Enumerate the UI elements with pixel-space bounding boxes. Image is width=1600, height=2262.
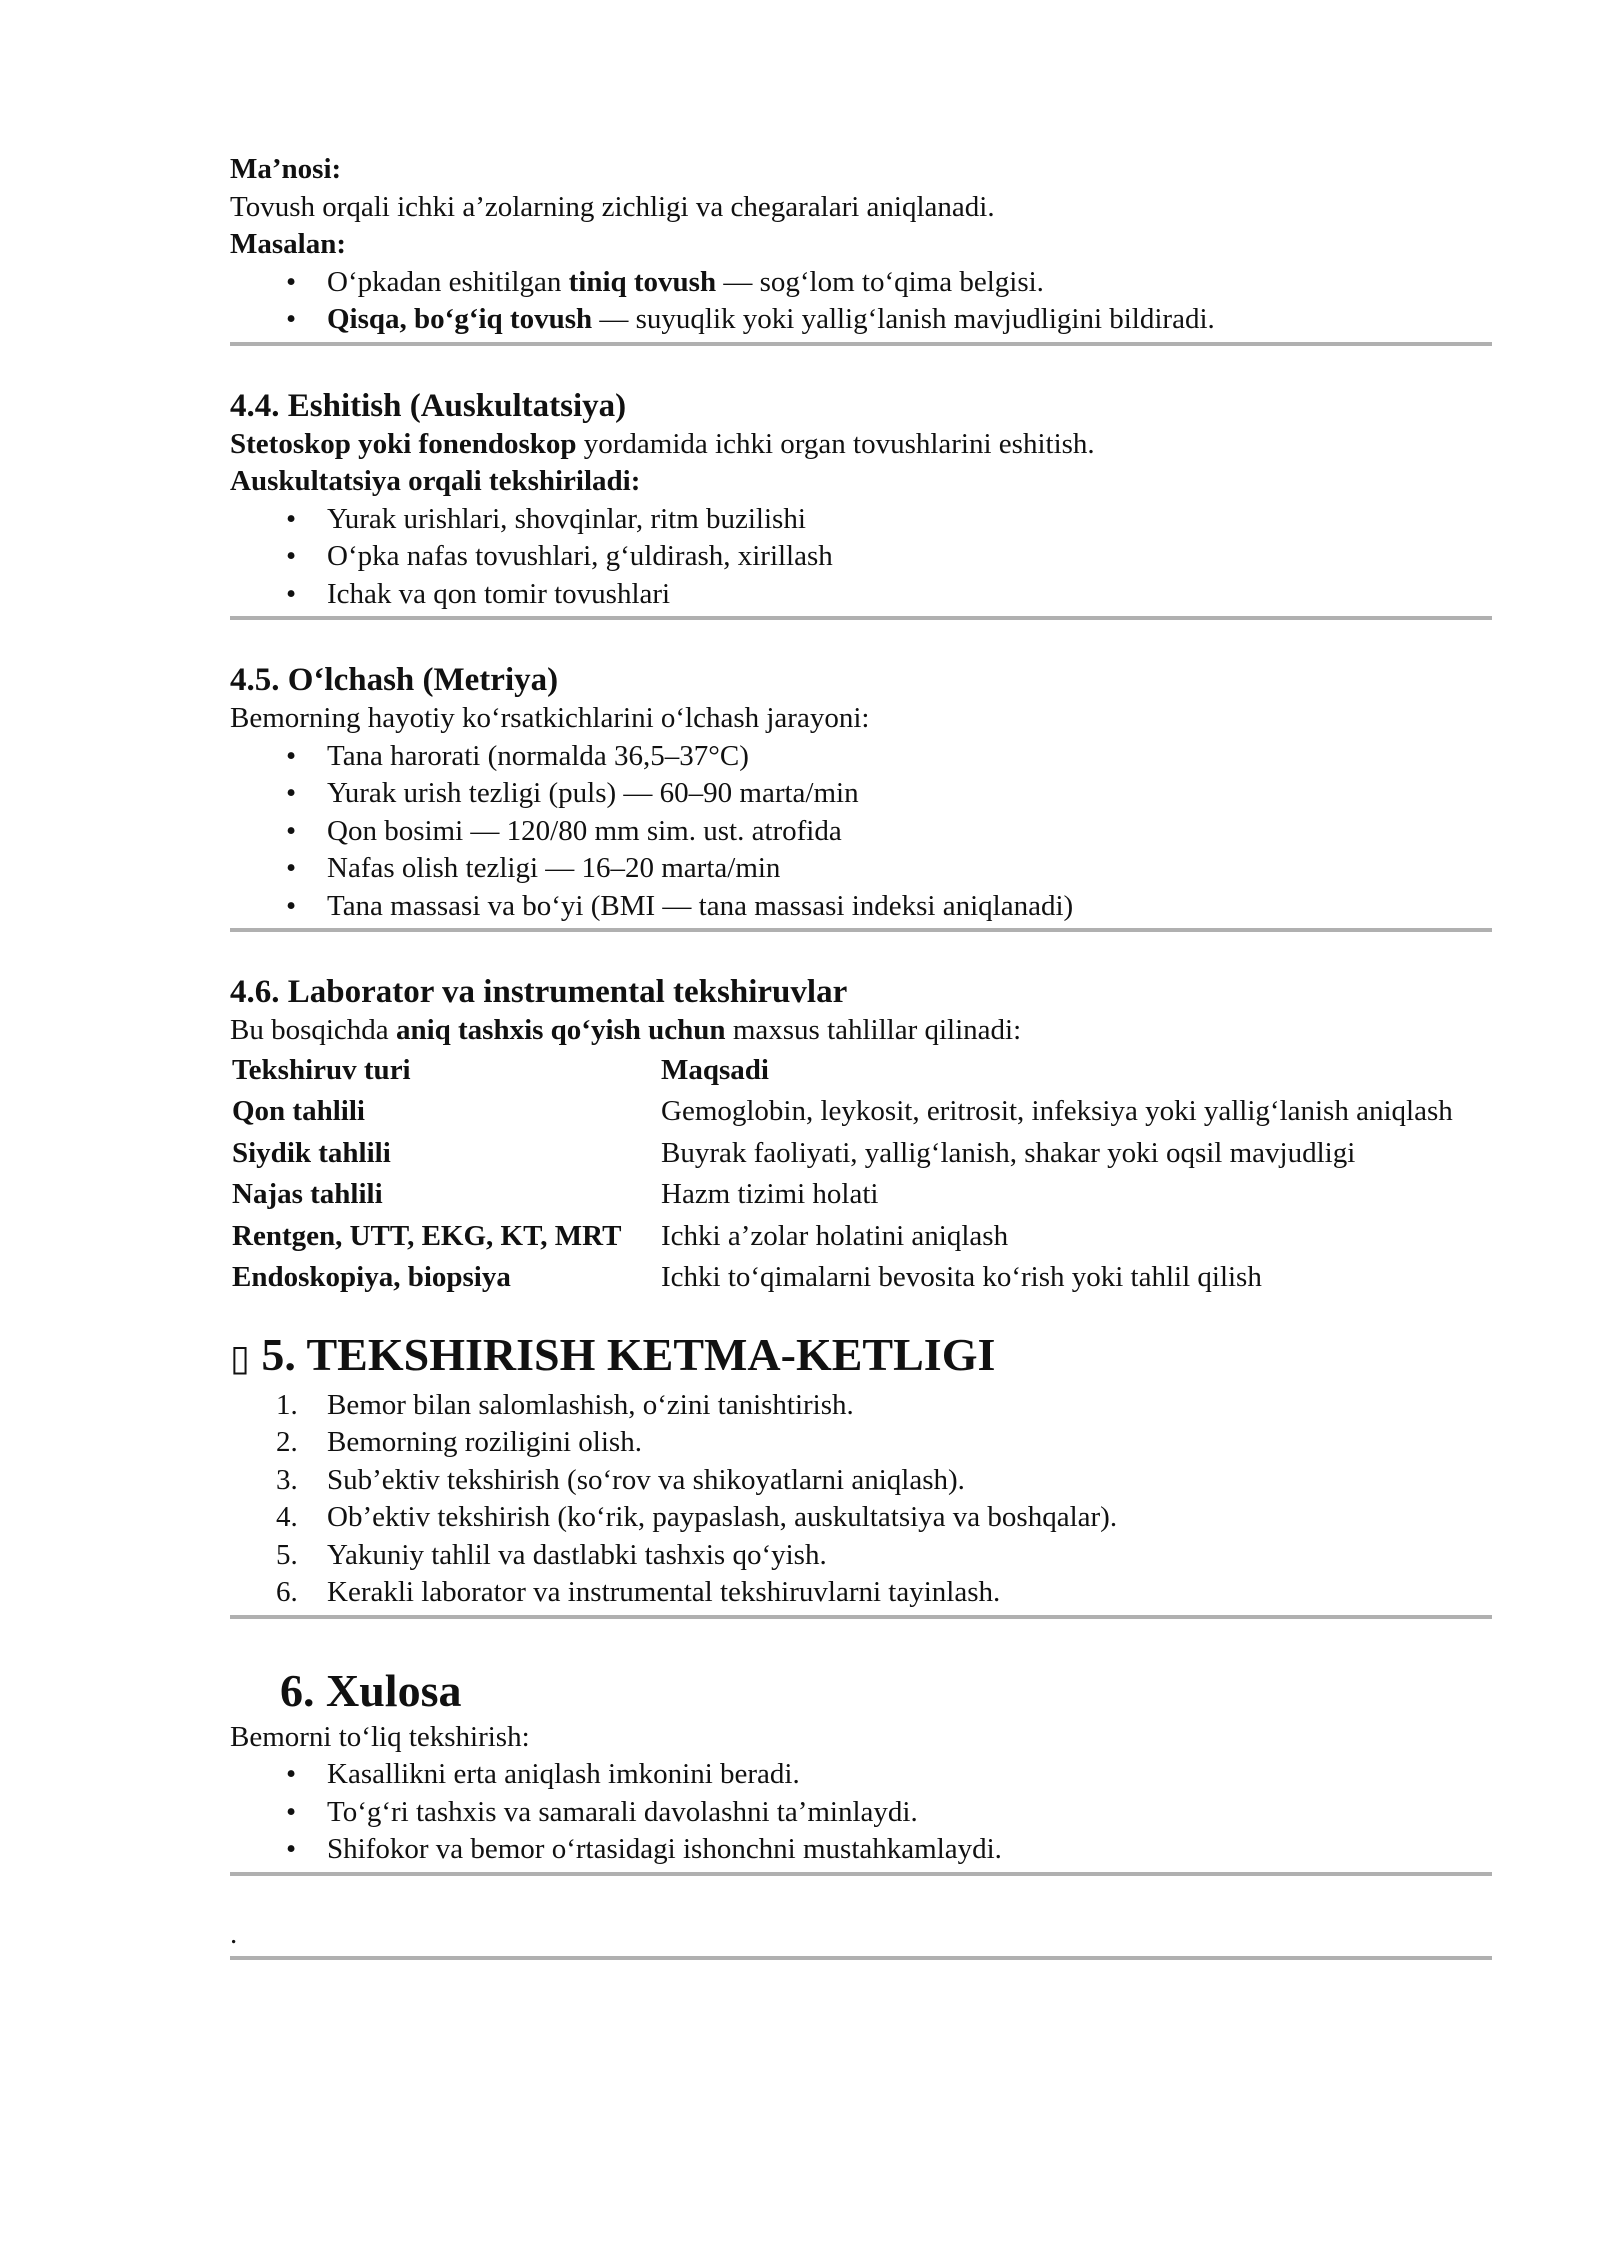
section-sub-label: Auskultatsiya orqali tekshiriladi: bbox=[230, 465, 641, 497]
table-cell: Najas tahlili bbox=[232, 1178, 383, 1210]
tests-table bbox=[230, 1050, 1492, 1299]
bullet-icon: • bbox=[286, 852, 297, 884]
table-row bbox=[230, 1133, 1492, 1175]
section-lead: Bu bosqichda aniq tashxis qo‘yish uchun maxsus tahlillar qilinadi: bbox=[230, 1014, 1022, 1046]
bullet-icon: • bbox=[286, 739, 297, 772]
list-item: • Tana massasi va bo‘yi (BMI — tana massasi indeksi aniqlanadi) bbox=[230, 888, 1492, 926]
steps-list bbox=[230, 1387, 1492, 1612]
table-cell: Siydik tahlili bbox=[232, 1136, 391, 1169]
list-item: • Shifokor va bemor o‘rtasidagi ishonchni mustahkamlaydi. bbox=[230, 1831, 1492, 1869]
bullet-icon: • bbox=[286, 502, 297, 535]
list-item: • Qisqa, bo‘g‘iq tovush — suyuqlik yoki yallig‘lanish mavjudligini bildiradi. bbox=[230, 301, 1492, 339]
table-cell: Qon tahlili bbox=[232, 1095, 365, 1127]
bullet-icon: • bbox=[286, 540, 297, 572]
list-item: • Yurak urish tezligi (puls) — 60–90 marta/min bbox=[230, 775, 1492, 813]
section-title-5: ▯ 5. TEKSHIRISH KETMA-KETLIGI bbox=[230, 1328, 996, 1380]
table-cell: Hazm tizimi holati bbox=[661, 1178, 879, 1210]
bullet-icon: • bbox=[286, 889, 297, 922]
section-lead: Stetoskop yoki fonendoskop yordamida ichki organ tovushlarini eshitish. bbox=[230, 427, 1095, 460]
section-lead: Bemorni to‘liq tekshirish: bbox=[230, 1720, 530, 1753]
metriya-list bbox=[230, 738, 1492, 926]
bullet-icon: • bbox=[286, 577, 297, 610]
divider bbox=[230, 616, 1492, 620]
table-row bbox=[230, 1091, 1492, 1133]
table-cell: Rentgen, UTT, EKG, KT, MRT bbox=[232, 1219, 622, 1252]
table-header-row bbox=[230, 1050, 1492, 1092]
section-title-4-5: 4.5. O‘lchash (Metriya) bbox=[230, 662, 559, 698]
section-title-4-6: 4.6. Laborator va instrumental tekshiruvlar bbox=[230, 974, 848, 1010]
xulosa-list bbox=[230, 1756, 1492, 1869]
list-item: 6. Kerakli laborator va instrumental tekshiruvlarni tayinlash. bbox=[276, 1576, 1001, 1608]
table-cell: Gemoglobin, leykosit, eritrosit, infeksiya yoki yallig‘lanish aniqlash bbox=[661, 1095, 1453, 1127]
divider bbox=[230, 1615, 1492, 1619]
list-item: • Qon bosimi — 120/80 mm sim. ust. atrofida bbox=[230, 813, 1492, 851]
divider bbox=[230, 928, 1492, 932]
table-row bbox=[230, 1174, 1492, 1216]
list-item: 4. Ob’ektiv tekshirish (ko‘rik, paypaslash, auskultatsiya va boshqalar). bbox=[276, 1501, 1118, 1533]
list-item: • Ichak va qon tomir tovushlari bbox=[230, 576, 1492, 614]
table-cell: Endoskopiya, biopsiya bbox=[232, 1261, 511, 1293]
bullet-icon: • bbox=[286, 777, 297, 809]
list-item: • Nafas olish tezligi — 16–20 marta/min bbox=[230, 850, 1492, 888]
list-item: 1. Bemor bilan salomlashish, o‘zini tanishtirish. bbox=[276, 1388, 854, 1421]
list-item: • Tana harorati (normalda 36,5–37°C) bbox=[230, 738, 1492, 776]
divider bbox=[230, 342, 1492, 346]
bullet-icon: • bbox=[286, 1795, 297, 1828]
table-cell: Ichki to‘qimalarni bevosita ko‘rish yoki tahlil qilish bbox=[661, 1261, 1262, 1293]
bullet-icon: • bbox=[286, 303, 297, 335]
manosi-text: Tovush orqali ichki a’zolarning zichligi va chegaralari aniqlanadi. bbox=[230, 190, 995, 223]
list-item: 3. Sub’ektiv tekshirish (so‘rov va shikoyatlarni aniqlash). bbox=[276, 1463, 965, 1496]
manosi-label: Ma’nosi: bbox=[230, 153, 342, 185]
list-item: 2. Bemorning roziligini olish. bbox=[276, 1426, 642, 1458]
list-item: • Kasallikni erta aniqlash imkonini beradi. bbox=[230, 1756, 1492, 1794]
bullet-icon: • bbox=[286, 814, 297, 847]
bullet-icon: • bbox=[286, 1758, 297, 1790]
table-row bbox=[230, 1216, 1492, 1258]
masalan-label: Masalan: bbox=[230, 228, 346, 260]
section-title-6: 6. Xulosa bbox=[280, 1664, 462, 1716]
list-item: • O‘pka nafas tovushlari, g‘uldirash, xirillash bbox=[230, 538, 1492, 576]
auskultatsiya-list bbox=[230, 501, 1492, 614]
section-title-4-4: 4.4. Eshitish (Auskultatsiya) bbox=[230, 387, 627, 424]
list-item: • O‘pkadan eshitilgan tiniq tovush — sog‘lom to‘qima belgisi. bbox=[230, 264, 1492, 302]
trailing-period: . bbox=[230, 1917, 238, 1950]
list-item: • To‘g‘ri tashxis va samarali davolashni ta’minlaydi. bbox=[230, 1794, 1492, 1832]
list-item: 5. Yakuniy tahlil va dastlabki tashxis qo‘yish. bbox=[276, 1538, 827, 1571]
table-row bbox=[230, 1257, 1492, 1299]
divider bbox=[230, 1872, 1492, 1876]
table-header: Maqsadi bbox=[661, 1053, 769, 1086]
table-cell: Buyrak faoliyati, yallig‘lanish, shakar yoki oqsil mavjudligi bbox=[661, 1136, 1356, 1169]
list-item: • Yurak urishlari, shovqinlar, ritm buzilishi bbox=[230, 501, 1492, 539]
table-header: Tekshiruv turi bbox=[232, 1053, 411, 1086]
table-cell: Ichki a’zolar holatini aniqlash bbox=[661, 1219, 1009, 1252]
divider bbox=[230, 1956, 1492, 1960]
masalan-list bbox=[230, 264, 1492, 339]
bullet-icon: • bbox=[286, 1833, 297, 1865]
bullet-icon: • bbox=[286, 265, 297, 298]
missing-glyph-icon: ▯ bbox=[230, 1337, 250, 1379]
section-lead: Bemorning hayotiy ko‘rsatkichlarini o‘lchash jarayoni: bbox=[230, 702, 870, 734]
document-content bbox=[230, 151, 1492, 1960]
